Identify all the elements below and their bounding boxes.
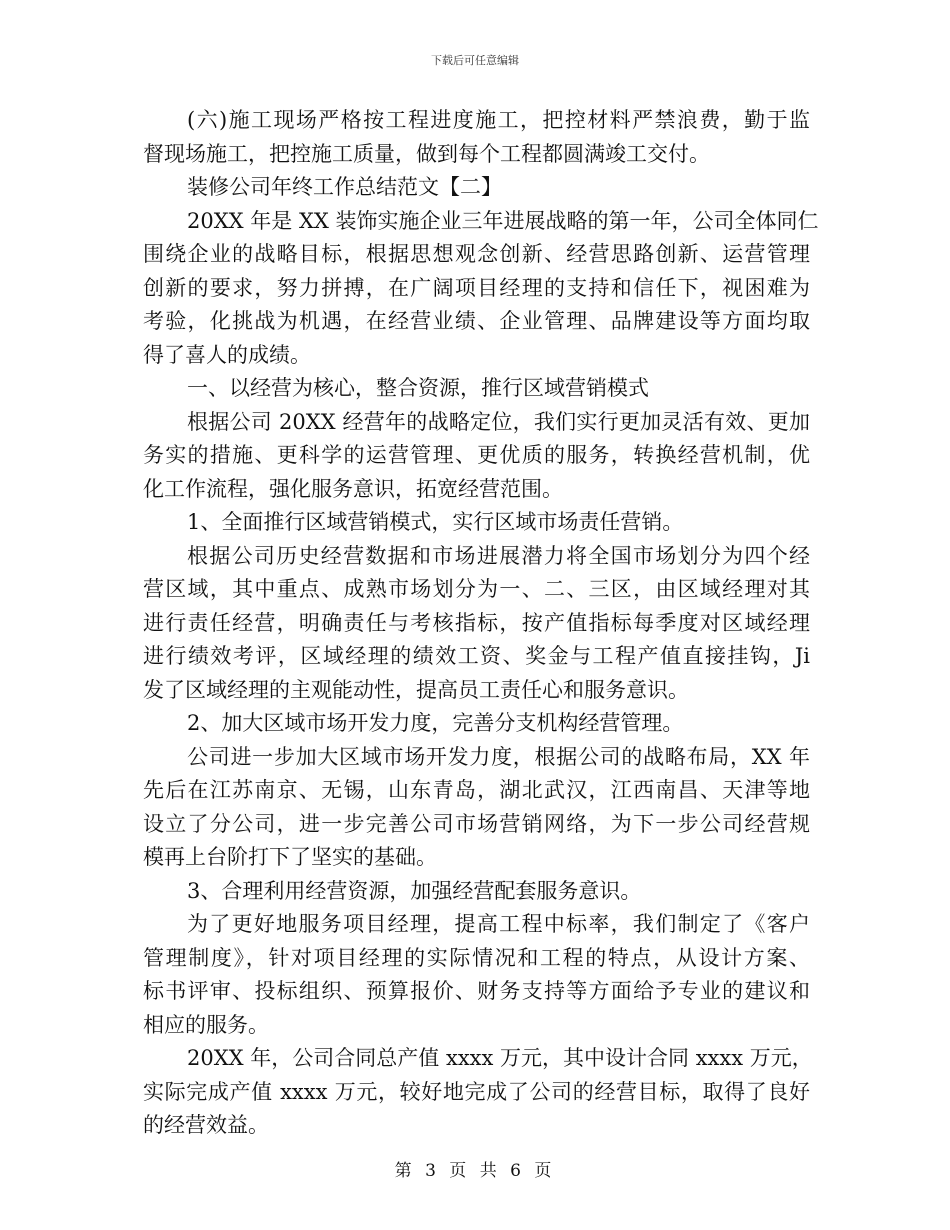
paragraph (143, 205, 819, 373)
section-heading (143, 875, 810, 909)
paragraph (143, 1042, 813, 1143)
paragraph (143, 540, 810, 708)
text-line: 相应的服务。 (143, 1012, 269, 1037)
text-line: 进行绩效考评，区域经理的绩效工资、奖金与工程产值直接挂钩，Ji (143, 644, 810, 668)
paragraph (143, 741, 810, 875)
paragraph (143, 908, 810, 1042)
text-line: 先后在江苏南京、无锡，山东青岛，湖北武汉，江西南昌、天津等地 (143, 778, 810, 802)
paragraph (143, 406, 810, 507)
text-line: 实际完成产值 xxxx 万元，较好地完成了公司的经营目标，取得了良好 (143, 1079, 810, 1104)
text-line: 管理制度》，针对项目经理的实际情况和工程的特点，从设计方案、 (143, 945, 810, 970)
section-heading (143, 506, 810, 540)
text-line: 创新的要求，努力拼搏，在广阔项目经理的支持和信任下，视困难为 (143, 275, 810, 300)
text-line: 20XX 年是 XX 装饰实施企业三年进展战略的第一年，公司全体同仁 (187, 208, 819, 233)
document-body (143, 104, 819, 1143)
text-line: 化工作流程，强化服务意识，拓宽经营范围。 (143, 476, 563, 501)
text-line: 督现场施工，把控施工质量，做到每个工程都圆满竣工交付。 (143, 141, 710, 166)
text-line: 3、合理利用经营资源，加强经营配套服务意识。 (187, 878, 642, 903)
text-line: 1、全面推行区域营销模式，实行区域市场责任营销。 (187, 510, 684, 534)
section-heading (143, 707, 810, 741)
text-line: 务实的措施、更科学的运营管理、更优质的服务，转换经营机制，优 (143, 443, 810, 467)
section-heading (143, 372, 810, 406)
text-line: (六)施工现场严格按工程进度施工，把控材料严禁浪费，勤于监 (187, 108, 810, 132)
text-line: 根据公司 20XX 经营年的战略定位，我们实行更加灵活有效、更加 (187, 409, 810, 434)
text-line: 考验，化挑战为机遇，在经营业绩、企业管理、品牌建设等方面均取 (143, 309, 810, 333)
text-line: 一、以经营为核心，整合资源，推行区域营销模式 (187, 376, 649, 400)
page-header: 下载后可任意编辑 (431, 54, 519, 67)
text-line: 装修公司年终工作总结范文【二】 (187, 175, 502, 199)
text-line: 标书评审、投标组织、预算报价、财务支持等方面给予专业的建议和 (143, 979, 810, 1003)
section-heading (143, 171, 810, 205)
text-line: 2、加大区域市场开发力度，完善分支机构经营管理。 (187, 711, 684, 735)
text-line: 20XX 年，公司合同总产值 xxxx 万元，其中设计合同 xxxx 万元， (187, 1046, 813, 1070)
text-line: 围绕企业的战略目标，根据思想观念创新、经营思路创新、运营管理 (143, 242, 810, 266)
text-line: 营区域，其中重点、成熟市场划分为一、二、三区，由区域经理对其 (143, 577, 810, 601)
paragraph (143, 104, 810, 171)
text-line: 的经营效益。 (143, 1113, 269, 1137)
text-line: 进行责任经营，明确责任与考核指标，按产值指标每季度对区域经理 (143, 610, 810, 635)
text-line: 为了更好地服务项目经理，提高工程中标率，我们制定了《客户 (187, 912, 810, 936)
page-number-footer: 第 3 页 共 6 页 (394, 1161, 556, 1181)
text-line: 根据公司历史经营数据和市场进展潜力将全国市场划分为四个经 (187, 543, 810, 568)
text-line: 得了喜人的成绩。 (143, 342, 311, 367)
text-line: 公司进一步加大区域市场开发力度，根据公司的战略布局，XX 年 (187, 744, 810, 769)
text-line: 发了区域经理的主观能动性，提高员工责任心和服务意识。 (143, 677, 689, 702)
text-line: 模再上台阶打下了坚实的基础。 (143, 845, 437, 869)
text-line: 设立了分公司，进一步完善公司市场营销网络，为下一步公司经营规 (143, 811, 810, 836)
